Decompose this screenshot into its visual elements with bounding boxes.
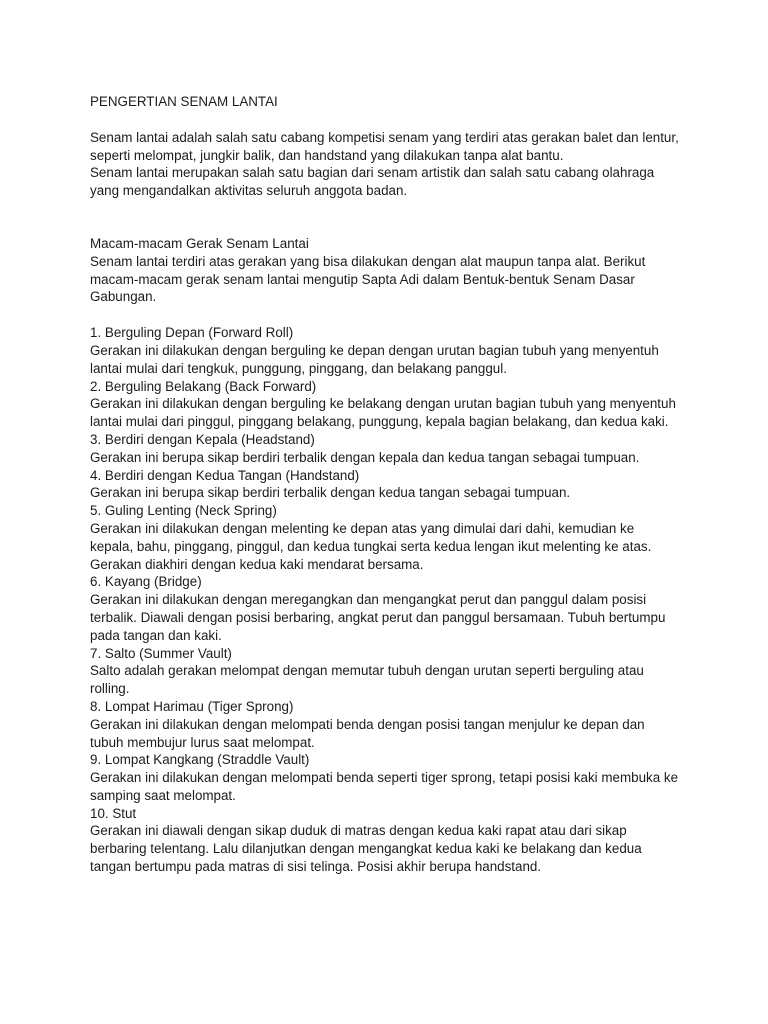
list-item bbox=[90, 645, 680, 698]
item-description: Gerakan ini diawali dengan sikap duduk di matras dengan kedua kaki rapat atau dari sikap berbaring telentang. Lalu dilanjutkan dengan mengangkat kedua kaki ke belakang dan kedua tangan bertumpu pada matras di sisi telinga. Posisi akhir berupa handstand. bbox=[90, 823, 642, 875]
item-heading: 5. Guling Lenting (Neck Spring) bbox=[90, 503, 277, 519]
item-description: Gerakan ini dilakukan dengan berguling ke belakang dengan urutan bagian tubuh yang menyentuh lantai mulai dari pinggul, pinggang belakang, punggung, kepala bagian belakang, dan kedua kaki. bbox=[90, 396, 676, 430]
item-heading: 8. Lompat Harimau (Tiger Sprong) bbox=[90, 698, 294, 714]
list-item bbox=[90, 502, 680, 573]
item-heading: 4. Berdiri dengan Kedua Tangan (Handstand) bbox=[90, 467, 360, 483]
section-heading: Macam-macam Gerak Senam Lantai bbox=[90, 235, 309, 251]
section-body: Senam lantai terdiri atas gerakan yang bisa dilakukan dengan alat maupun tanpa alat. Berikut macam-macam gerak senam lantai mengutip Sapta Adi dalam Bentuk-bentuk Senam Dasar Gabungan. bbox=[90, 253, 646, 305]
list-item bbox=[90, 467, 680, 503]
list-item bbox=[90, 324, 680, 377]
list-item bbox=[90, 751, 680, 804]
list-item bbox=[90, 378, 680, 431]
item-description: Gerakan ini dilakukan dengan melompati benda dengan posisi tangan menjulur ke depan dan tubuh membujur lurus saat melompat. bbox=[90, 716, 645, 750]
intro-paragraph-1: Senam lantai adalah salah satu cabang kompetisi senam yang terdiri atas gerakan balet dan lentur, seperti melompat, jungkir balik, dan handstand yang dilakukan tanpa alat bantu. bbox=[90, 129, 679, 163]
list-item bbox=[90, 698, 680, 751]
item-heading: 3. Berdiri dengan Kepala (Headstand) bbox=[90, 431, 315, 447]
item-description: Gerakan ini dilakukan dengan berguling ke depan dengan urutan bagian tubuh yang menyentuh lantai mulai dari tengkuk, punggung, pinggang, dan belakang panggul. bbox=[90, 342, 659, 376]
document-content bbox=[90, 93, 680, 876]
item-description: Gerakan ini berupa sikap berdiri terbalik dengan kepala dan kedua tangan sebagai tumpuan. bbox=[90, 449, 640, 465]
list-item bbox=[90, 431, 680, 467]
item-heading: 9. Lompat Kangkang (Straddle Vault) bbox=[90, 752, 310, 768]
item-description: Gerakan ini dilakukan dengan melompati benda seperti tiger sprong, tetapi posisi kaki membuka ke samping saat melompat. bbox=[90, 770, 679, 803]
item-heading: 7. Salto (Summer Vault) bbox=[90, 645, 232, 661]
list-item bbox=[90, 573, 680, 644]
item-heading: 2. Berguling Belakang (Back Forward) bbox=[90, 378, 317, 394]
item-description: Salto adalah gerakan melompat dengan memutar tubuh dengan urutan seperti berguling atau rolling. bbox=[90, 663, 644, 697]
item-description: Gerakan ini berupa sikap berdiri terbalik dengan kedua tangan sebagai tumpuan. bbox=[90, 485, 571, 501]
item-heading: 10. Stut bbox=[90, 805, 137, 821]
spacer bbox=[90, 306, 680, 324]
item-heading: 6. Kayang (Bridge) bbox=[90, 574, 202, 590]
list-item bbox=[90, 805, 680, 876]
item-description: Gerakan ini dilakukan dengan meregangkan dan mengangkat perut dan panggul dalam posisi terbalik. Diawali dengan posisi berbaring, angkat perut dan panggul bersamaan. Tubuh bertumpu pada tangan dan kaki. bbox=[90, 592, 666, 643]
item-description: Gerakan ini dilakukan dengan melenting ke depan atas yang dimulai dari dahi, kemudian ke kepala, bahu, pinggang, pinggul, dan kedua tungkai serta kedua lengan ikut melenting ke atas. Gerakan diakhiri dengan kedua kaki mendarat bersama. bbox=[90, 520, 652, 572]
document-title: PENGERTIAN SENAM LANTAI bbox=[90, 94, 278, 109]
item-heading: 1. Berguling Depan (Forward Roll) bbox=[90, 325, 294, 341]
spacer bbox=[90, 200, 680, 235]
intro-paragraph-2: Senam lantai merupakan salah satu bagian dari senam artistik dan salah satu cabang olahraga yang mengandalkan aktivitas seluruh anggota badan. bbox=[90, 165, 655, 199]
movement-list bbox=[90, 324, 680, 876]
